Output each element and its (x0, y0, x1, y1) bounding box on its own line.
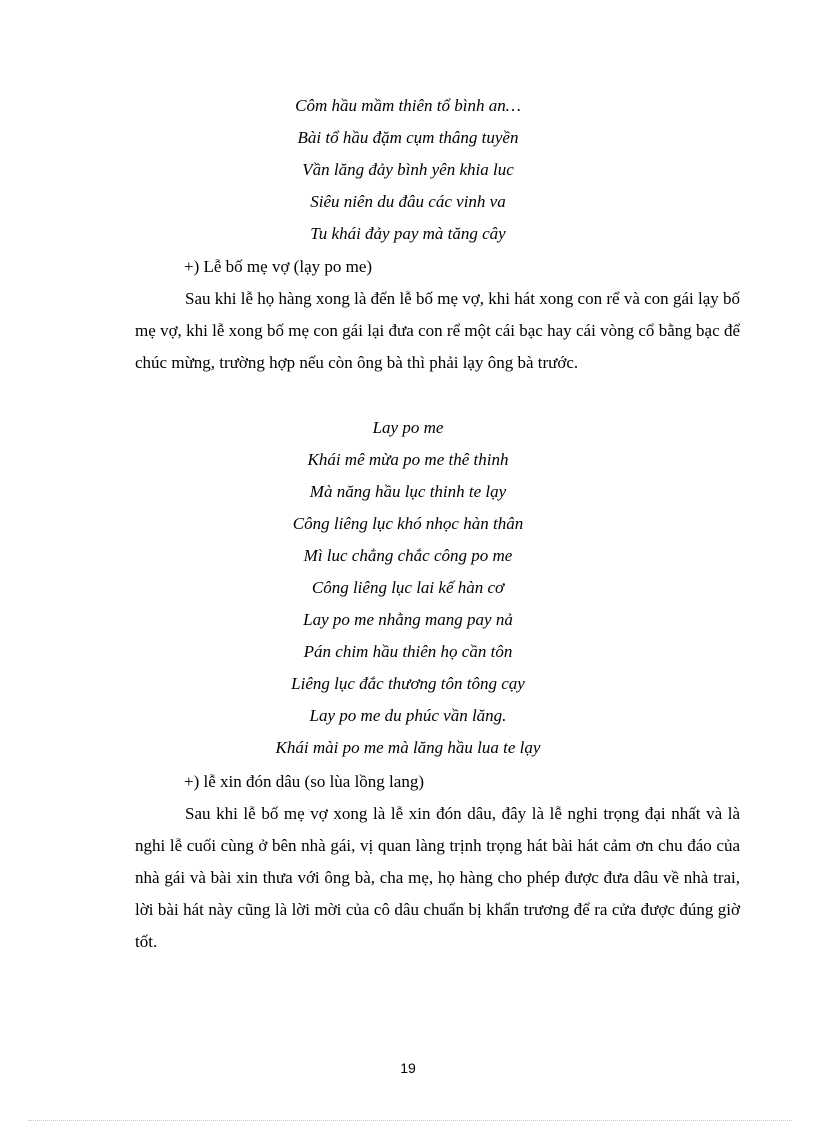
section-heading-parents-in-law: +) Lễ bố mẹ vợ (lạy po me) (184, 257, 373, 276)
poem-line: Tu khái đảy pay mà tăng cây (310, 224, 506, 243)
poem-line: Mà năng hầu lục thinh te lạy (309, 482, 507, 501)
poem-line: Khái mài po me mà lăng hầu lua te lạy (275, 738, 541, 757)
poem-line: Vần lăng đảy bình yên khia luc (302, 160, 514, 179)
poem-line: Côm hầu mầm thiên tổ bình an… (295, 96, 521, 115)
paragraph-parents-in-law: Sau khi lễ họ hàng xong là đến lễ bố mẹ vợ, khi hát xong con rể và con gái lạy bố mẹ vợ, khi lễ xong bố mẹ con gái lại đưa con rể một cái bạc hay cái vòng cổ bằng bạc để chúc mừng, trường hợp nếu còn ông bà thì phải lạy ông bà trước. (135, 289, 740, 372)
section-heading-bride-pickup: +) lễ xin đón dâu (so lùa lồng lang) (184, 772, 424, 791)
paragraph-bride-pickup: Sau khi lễ bố mẹ vợ xong là lễ xin đón dâu, đây là lễ nghi trọng đại nhất và là nghi lễ cuối cùng ở bên nhà gái, vị quan làng trịnh trọng hát bài hát cảm ơn chu đáo của nhà gái và bài xin thưa với ông bà, cha mẹ, họ hàng cho phép được đưa dâu về nhà trai, lời bài hát này cũng là lời mời của cô dâu chuẩn bị khẩn trương để ra cửa được đúng giờ tốt. (135, 804, 740, 951)
poem-line: Công liêng lục khó nhọc hàn thân (292, 514, 524, 533)
poem-line: Công liêng lục lai kế hàn cơ (311, 578, 505, 597)
poem-line: Pán chim hầu thiên họ cần tôn (303, 642, 513, 661)
footer-divider (28, 1120, 792, 1121)
poem-line: Lay po me nhằng mang pay nả (303, 610, 513, 629)
poem-line: Bài tổ hầu đặm cụm thâng tuyền (297, 128, 519, 147)
poem-line: Liêng lục đắc thương tôn tông cạy (291, 674, 525, 693)
poem-verse-2 (0, 412, 816, 764)
poem-line: Mì luc chẳng chắc công po me (303, 546, 513, 565)
page-number: 19 (400, 1060, 416, 1076)
poem-verse-1 (0, 90, 816, 250)
poem-line: Khái mê mừa po me thê thinh (307, 450, 509, 469)
poem-line: Lay po me du phúc vần lăng. (309, 706, 507, 725)
poem-line: Siêu niên du đâu các vinh va (310, 192, 506, 211)
poem-line: Lay po me (372, 418, 444, 437)
